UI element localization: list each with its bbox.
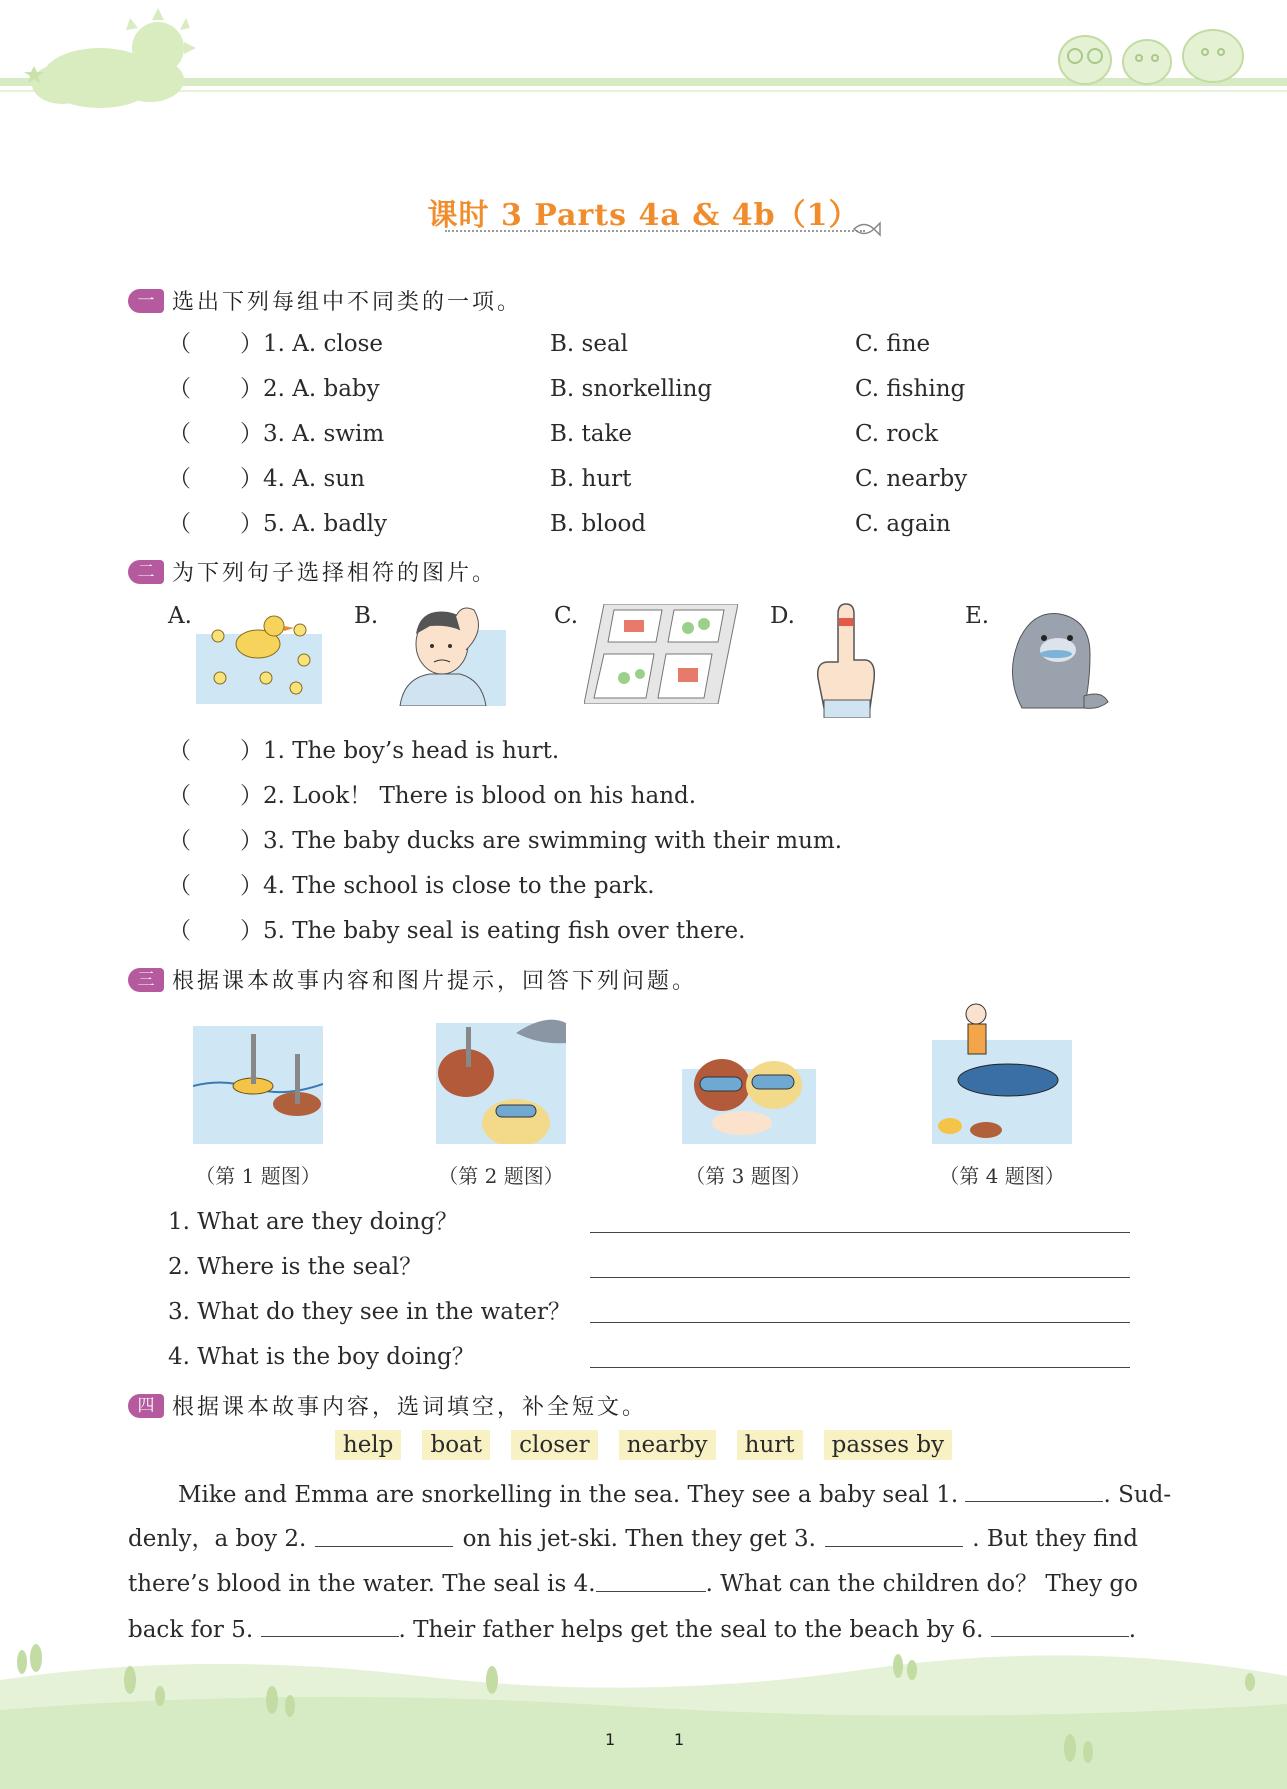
part2-sentence [168,872,655,900]
answer-line[interactable] [590,1297,1130,1323]
section-1-heading [128,285,522,316]
part2-sentence [168,827,842,855]
word-bank [0,1432,1287,1458]
part1-option-a: ）5. A. badly [240,511,387,537]
part2-sentence-text: ）3. The baby ducks are swimming with their mum. [240,828,843,854]
passage-line-3 [128,1570,1138,1598]
pic-label-d: D. [770,603,795,629]
hurt-finger-illustration [810,600,882,718]
passage-line-2 [128,1525,1138,1553]
part1-option-c: C. fine [855,331,931,357]
blank-1[interactable] [965,1480,1103,1502]
page-number-left: 1 [605,1730,616,1749]
part1-row [168,510,387,538]
part1-option-b: B. snorkelling [550,376,713,402]
figure-2-caption: （第 2 题图） [438,1164,564,1188]
answer-paren[interactable]: （ [168,466,191,492]
baby-seal-illustration [998,604,1110,714]
passage-text: . Their father helps get the seal to the beach by 6. [398,1617,984,1643]
passage-text: back for 5. [128,1617,254,1643]
section-4-badge: 四 [128,1394,164,1418]
part3-question: 3. What do they see in the water？ [168,1299,571,1325]
blank-2[interactable] [315,1525,453,1547]
part2-sentence-text: ）2. Look！ There is blood on his hand. [240,783,697,809]
part1-option-a: ）3. A. swim [240,421,385,447]
pic-label-c: C. [554,603,579,629]
answer-line[interactable] [590,1342,1130,1368]
answer-paren[interactable]: （ [168,873,191,899]
part1-option-c: C. fishing [855,376,966,402]
section-1-heading-text: 选出下列每组中不同类的一项。 [172,290,523,315]
figure-1-caption: （第 1 题图） [195,1164,321,1188]
answer-line[interactable] [590,1207,1130,1233]
pic-label-e: E. [965,603,990,629]
town-map-illustration [584,604,738,704]
passage-text: on his jet-ski. Then they get 3. [462,1526,816,1552]
part1-row [168,465,365,493]
part1-option-c: C. again [855,511,951,537]
part2-sentence [168,917,745,945]
part1-option-b: B. blood [550,511,647,537]
answer-paren[interactable]: （ [168,918,191,944]
answer-paren[interactable]: （ [168,511,191,537]
children-see-blood-illustration [682,1039,816,1144]
page-title: 课时 3 Parts 4a & 4b（1） [427,198,860,233]
part1-option-a: ）1. A. close [240,331,383,357]
boy-hurt-head-illustration [390,600,506,706]
passage-text: . Sud- [1103,1482,1172,1508]
word-bank-item: help [335,1430,402,1460]
part3-question: 4. What is the boy doing？ [168,1344,475,1370]
grass-hills-decoration [0,1640,1287,1789]
section-4-heading [128,1390,647,1421]
part1-row [168,330,383,358]
section-3-badge: 三 [128,968,164,992]
word-bank-item: passes by [824,1430,952,1460]
title-underline [445,230,865,232]
part2-sentence-text: ）1. The boy’s head is hurt. [240,738,560,764]
part1-option-c: C. nearby [855,466,968,492]
section-2-heading-text: 为下列句子选择相符的图片。 [172,561,498,586]
part2-sentence-text: ）5. The baby seal is eating fish over there. [240,918,746,944]
answer-paren[interactable]: （ [168,331,191,357]
page-number-right: 1 [674,1730,685,1749]
passage-text: . [1128,1617,1137,1643]
animal-friends-icon [1055,20,1255,88]
passage-text: denly，a boy 2. [128,1526,307,1552]
snorkellers-see-seal-illustration [436,1013,566,1144]
part1-option-c: C. rock [855,421,939,447]
fish-doodle-icon [852,218,882,240]
word-bank-item: nearby [619,1430,716,1460]
part2-sentence [168,737,559,765]
part3-question: 2. Where is the seal？ [168,1254,423,1280]
answer-paren[interactable]: （ [168,421,191,447]
figure-4-caption: （第 4 题图） [939,1164,1065,1188]
section-2-badge: 二 [128,560,164,584]
passage-text: . But they find [972,1526,1138,1552]
part1-option-b: B. take [550,421,633,447]
boy-on-jet-ski-illustration [932,1000,1072,1144]
sun-cloud-icon [0,0,220,115]
part2-sentence-text: ）4. The school is close to the park. [240,873,655,899]
answer-line[interactable] [590,1252,1130,1278]
part1-option-a: ）4. A. sun [240,466,365,492]
part1-option-b: B. hurt [550,466,632,492]
section-4-heading-text: 根据课本故事内容，选词填空，补全短文。 [172,1395,648,1420]
answer-paren[interactable]: （ [168,828,191,854]
blank-6[interactable] [991,1615,1129,1637]
blank-4[interactable] [596,1570,706,1592]
part1-option-a: ）2. A. baby [240,376,380,402]
passage-line-1 [178,1480,1171,1509]
blank-3[interactable] [825,1525,963,1547]
snorkels-in-water-illustration [193,1026,323,1144]
passage-text: there’s blood in the water. The seal is 4. [128,1571,596,1597]
answer-paren[interactable]: （ [168,376,191,402]
figure-3-caption: （第 3 题图） [685,1164,811,1188]
pic-label-b: B. [354,603,379,629]
answer-paren[interactable]: （ [168,783,191,809]
section-3-heading [128,964,697,995]
part3-question: 1. What are they doing？ [168,1209,459,1235]
section-3-heading-text: 根据课本故事内容和图片提示，回答下列问题。 [172,969,698,994]
pic-label-a: A. [168,603,192,629]
section-1-badge: 一 [128,289,164,313]
blank-5[interactable] [261,1615,399,1637]
section-2-heading [128,556,497,587]
answer-paren[interactable]: （ [168,738,191,764]
passage-text: . What can the children do？ They go [705,1571,1138,1597]
passage-text: Mike and Emma are snorkelling in the sea. They see a baby seal 1. [178,1482,959,1508]
word-bank-item: closer [511,1430,598,1460]
ducks-swimming-illustration [196,604,322,704]
part1-option-b: B. seal [550,331,629,357]
part1-row [168,375,380,403]
word-bank-item: hurt [737,1430,803,1460]
part1-row [168,420,384,448]
word-bank-item: boat [422,1430,490,1460]
part2-sentence [168,782,696,810]
